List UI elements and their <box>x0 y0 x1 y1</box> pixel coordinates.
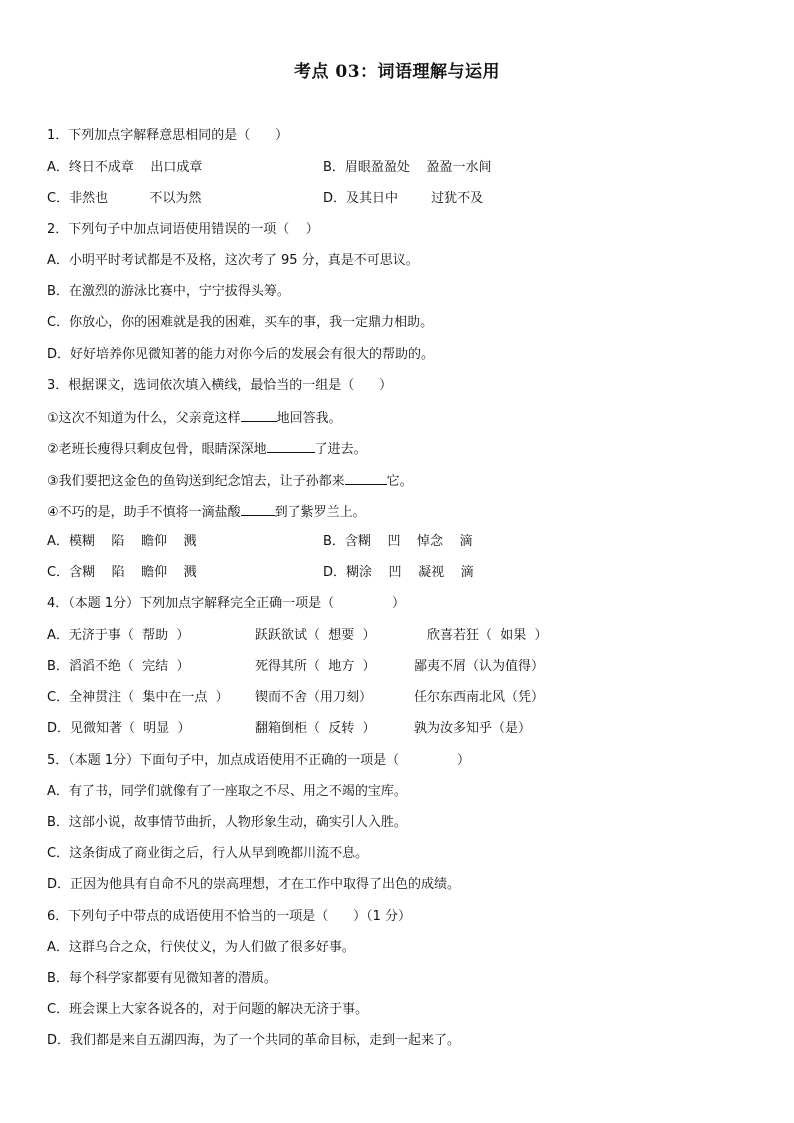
q3-option-c: C．含糊 陷 瞻仰 溅 <box>47 565 197 580</box>
q1-option-a: A．终日不成章 出口成章 <box>47 160 203 175</box>
q2-option-d: D．好好培养你见微知著的能力对你今后的发展会有很大的帮助的。 <box>47 347 435 362</box>
q4-option-a-2: 跃跃欲试（ 想要 ） <box>255 628 376 643</box>
q2-option-b: B．在激烈的游泳比赛中，宁宁拔得头筹。 <box>47 284 290 299</box>
q4-option-b-1: B．滔滔不绝（ 完结 ） <box>47 659 190 674</box>
q6-option-a: A．这群乌合之众，行侠仗义，为人们做了很多好事。 <box>47 940 355 955</box>
q5-stem: 5．（本题 1分）下面句子中，加点成语使用不正确的一项是（ ） <box>47 753 471 768</box>
q3-sentence-1 <box>47 409 342 427</box>
q3-sentence-4-part-a: ④不巧的是，助手不慎将一滴盐酸 <box>47 505 241 520</box>
q3-sentence-1-part-a: ①这次不知道为什么，父亲竟这样 <box>47 411 241 426</box>
q5-option-a: A．有了书，同学们就像有了一座取之不尽、用之不竭的宝库。 <box>47 784 407 799</box>
q3-option-a: A．模糊 陷 瞻仰 溅 <box>47 534 197 549</box>
q3-option-b: B．含糊 凹 悼念 滴 <box>323 534 473 549</box>
q6-option-b: B．每个科学家都要有见微知著的潜质。 <box>47 971 277 986</box>
fill-blank[interactable] <box>345 472 387 485</box>
fill-blank[interactable] <box>267 440 315 453</box>
q6-stem: 6．下列句子中带点的成语使用不恰当的一项是（ ）（1 分） <box>47 909 411 924</box>
q3-sentence-4-part-b: 到了紫罗兰上。 <box>274 505 366 520</box>
q1-option-c: C．非然也 不以为然 <box>47 191 202 206</box>
q2-option-a: A．小明平时考试都是不及格，这次考了 95 分，真是不可思议。 <box>47 253 419 268</box>
q4-option-c-2: 锲而不舍（用刀刻） <box>255 690 373 705</box>
q4-option-d-3: 孰为汝多知乎（是） <box>414 721 532 736</box>
q3-sentence-3 <box>47 472 413 490</box>
q4-stem: 4．（本题 1分）下列加点字解释完全正确一项是（ ） <box>47 596 406 611</box>
q2-option-c: C．你放心，你的困难就是我的困难，买车的事，我一定鼎力相助。 <box>47 315 434 330</box>
q1-option-b: B．眉眼盈盈处 盈盈一水间 <box>323 160 492 175</box>
q4-option-b-2: 死得其所（ 地方 ） <box>255 659 376 674</box>
page-title: 考点 03：词语理解与运用 <box>293 62 501 82</box>
q4-option-d-2: 翻箱倒柜（ 反转 ） <box>255 721 376 736</box>
q3-sentence-4 <box>47 503 366 521</box>
q3-sentence-3-part-b: 它。 <box>386 474 413 489</box>
q6-option-d: D．我们都是来自五湖四海，为了一个共同的革命目标，走到一起来了。 <box>47 1033 461 1048</box>
q5-option-b: B．这部小说，故事情节曲折，人物形象生动，确实引人入胜。 <box>47 815 407 830</box>
q3-stem: 3．根据课文，选词依次填入横线，最恰当的一组是（ ） <box>47 378 393 393</box>
q3-sentence-3-part-a: ③我们要把这金色的鱼钩送到纪念馆去，让子孙都来 <box>47 474 345 489</box>
q6-option-c: C．班会课上大家各说各的，对于问题的解决无济于事。 <box>47 1002 369 1017</box>
q1-stem: 1．下列加点字解释意思相同的是（ ） <box>47 128 289 143</box>
q3-sentence-2 <box>47 440 367 458</box>
q4-option-a-3: 欣喜若狂（ 如果 ） <box>427 628 548 643</box>
q3-sentence-2-part-b: 了进去。 <box>314 442 367 457</box>
q4-option-c-1: C．全神贯注（ 集中在一点 ） <box>47 690 229 705</box>
q3-option-d: D．糊涂 凹 凝视 滴 <box>323 565 474 580</box>
q5-option-d: D．正因为他具有自命不凡的崇高理想，才在工作中取得了出色的成绩。 <box>47 877 461 892</box>
q4-option-b-3: 鄙夷不屑（认为值得） <box>414 659 545 674</box>
fill-blank[interactable] <box>241 409 277 422</box>
q1-option-d: D．及其日中 过犹不及 <box>323 191 484 206</box>
q2-stem: 2．下列句子中加点词语使用错误的一项（ ） <box>47 222 319 237</box>
q4-option-a-1: A．无济于事（ 帮助 ） <box>47 628 190 643</box>
q3-sentence-1-part-b: 地回答我。 <box>276 411 342 426</box>
q4-option-c-3: 任尔东西南北风（凭） <box>414 690 545 705</box>
fill-blank[interactable] <box>241 503 275 516</box>
q3-sentence-2-part-a: ②老班长瘦得只剩皮包骨，眼睛深深地 <box>47 442 267 457</box>
q4-option-d-1: D．见微知著（ 明显 ） <box>47 721 191 736</box>
q5-option-c: C．这条街成了商业街之后，行人从早到晚都川流不息。 <box>47 846 369 861</box>
